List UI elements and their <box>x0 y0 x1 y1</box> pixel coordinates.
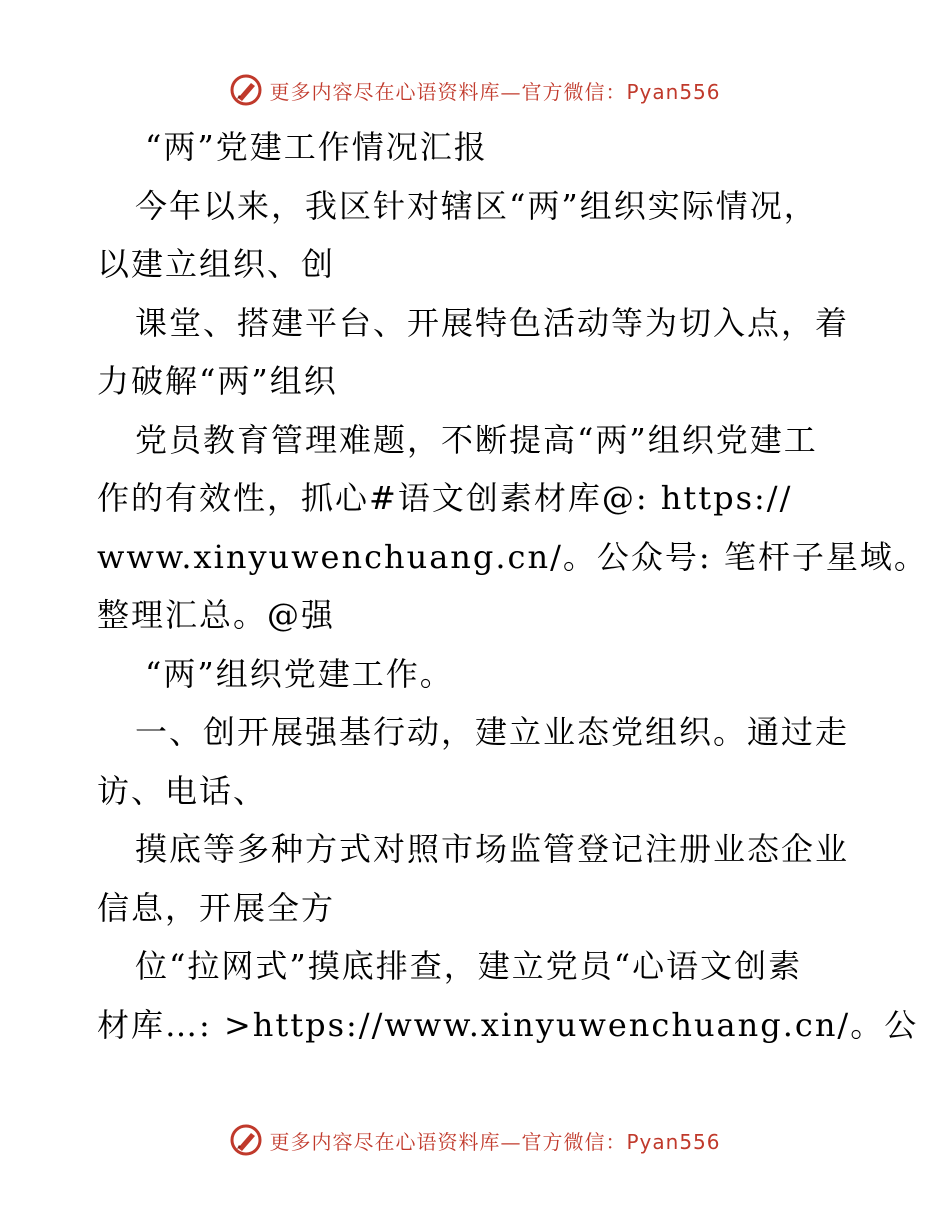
banner-label: 更多内容尽在心语资料库—官方微信： <box>269 79 627 104</box>
text-line: 以建立组织、创 <box>97 245 336 283</box>
pen-logo-icon <box>229 73 263 107</box>
text-line: 信息，开展全方 <box>97 888 336 927</box>
document-body <box>97 118 928 1054</box>
text-line: 课堂、搭建平台、开展特色活动等为切入点，着 <box>135 303 850 342</box>
header-banner <box>0 70 950 110</box>
wechat-id: Pyan556 <box>626 79 721 104</box>
text-line: 一、创开展强基行动，建立业态党组织。通过走 <box>135 713 850 751</box>
footer-banner <box>0 1120 950 1160</box>
text-line: 党员教育管理难题，不断提高“两”组织党建工 <box>135 420 818 459</box>
wechat-id: Pyan556 <box>626 1129 721 1154</box>
text-line: 材库…: >https://www.xinyuwenchuang.cn/。公 <box>97 1005 919 1044</box>
text-line: 位“拉网式”摸底排查，建立党员“心语文创素 <box>135 947 803 985</box>
pen-logo-icon <box>229 1123 263 1157</box>
document-title: “两”党建工作情况汇报 <box>145 128 488 166</box>
text-line: 作的有效性，抓心#语文创素材库@: https:// <box>97 479 793 517</box>
text-line: 力破解“两”组织 <box>97 362 338 400</box>
banner-text <box>269 76 720 105</box>
banner-label: 更多内容尽在心语资料库—官方微信： <box>269 1129 627 1154</box>
text-line: 摸底等多种方式对照市场监管登记注册业态企业 <box>135 830 850 868</box>
banner-text <box>269 1126 720 1155</box>
text-line: “两”组织党建工作。 <box>145 654 454 693</box>
text-line: 整理汇总。@强 <box>97 596 336 634</box>
text-line: 访、电话、 <box>97 771 268 810</box>
text-line: 今年以来，我区针对辖区“两”组织实际情况， <box>135 186 818 225</box>
text-line: www.xinyuwenchuang.cn/。公众号: 笔杆子星域。 <box>97 537 928 576</box>
